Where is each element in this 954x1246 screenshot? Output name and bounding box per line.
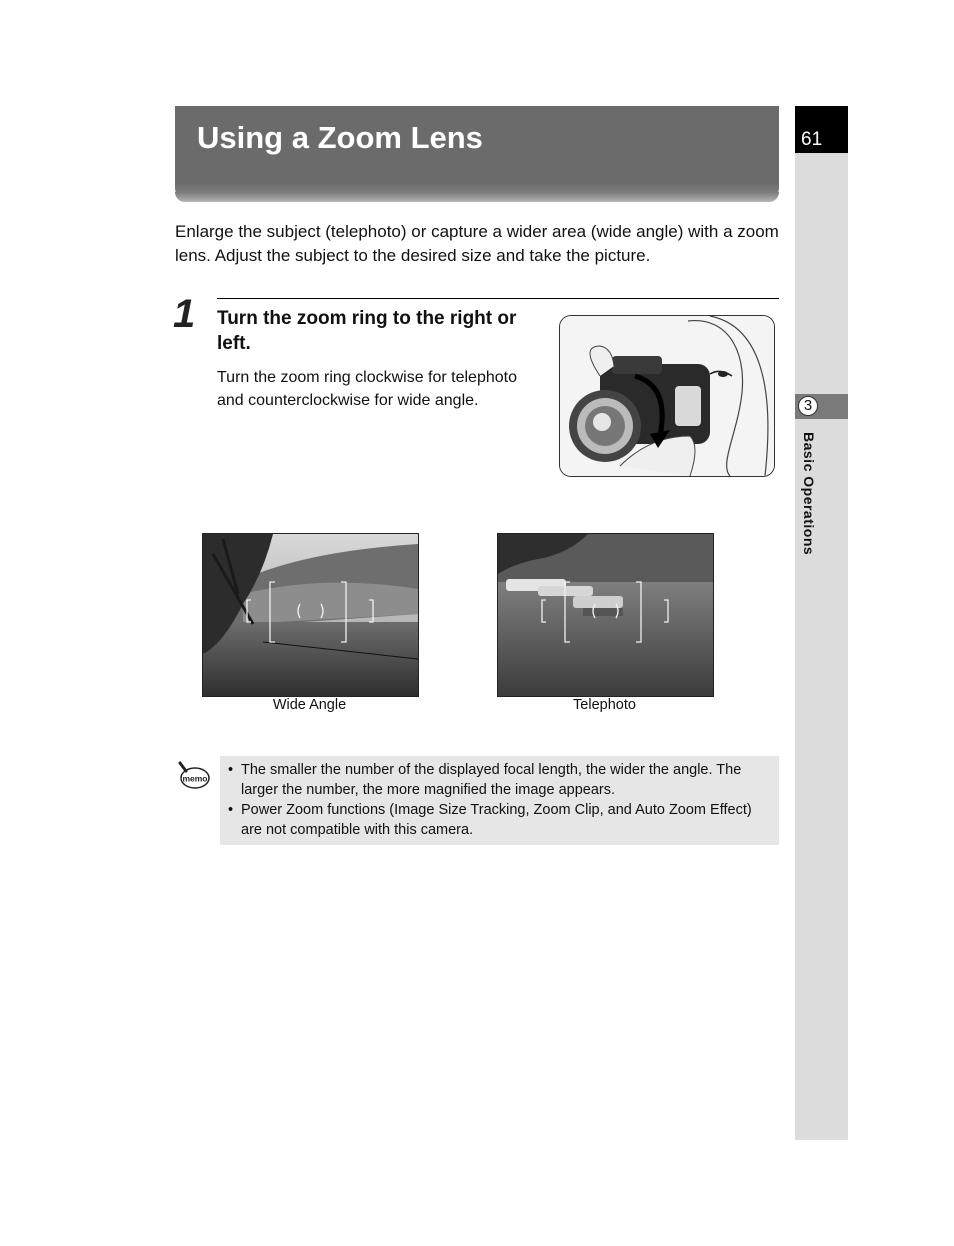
telephoto-photo xyxy=(497,533,714,697)
page-number-box xyxy=(795,106,848,153)
wide-angle-photo xyxy=(202,533,419,697)
page-number: 61 xyxy=(801,129,823,150)
step-divider xyxy=(217,298,779,299)
page-title: Using a Zoom Lens xyxy=(197,120,483,155)
wide-angle-viewfinder xyxy=(203,534,418,696)
memo-box xyxy=(220,756,779,845)
wide-angle-caption: Wide Angle xyxy=(272,697,347,713)
camera-drawing xyxy=(560,316,774,476)
step-heading: Turn the zoom ring to the right or left. xyxy=(217,308,517,354)
chapter-sidebar xyxy=(795,106,848,1140)
step-number: 1 xyxy=(173,292,196,336)
memo-item: • Power Zoom functions (Image Size Tracking, Zoom Clip, and Auto Zoom Effect) are not compatible with this camera. xyxy=(241,800,771,840)
step-body: Turn the zoom ring clockwise for telephoto and counterclockwise for wide angle. xyxy=(217,369,517,409)
memo-list xyxy=(220,756,779,840)
telephoto-caption: Telephoto xyxy=(573,697,636,713)
svg-text:memo: memo xyxy=(182,773,208,784)
intro-paragraph: Enlarge the subject (telephoto) or capture a wider area (wide angle) with a zoom lens. Adjust the subject to the desired size and take the picture. xyxy=(175,222,779,265)
camera-zoom-illustration xyxy=(559,315,775,477)
memo-icon xyxy=(177,761,210,791)
chapter-number: 3 xyxy=(798,396,818,416)
memo-item: • The smaller the number of the displayed focal length, the wider the angle. The larger the number, the more magnified the image appears. xyxy=(241,760,771,800)
telephoto-viewfinder xyxy=(498,534,713,696)
chapter-title: Basic Operations xyxy=(801,432,817,556)
